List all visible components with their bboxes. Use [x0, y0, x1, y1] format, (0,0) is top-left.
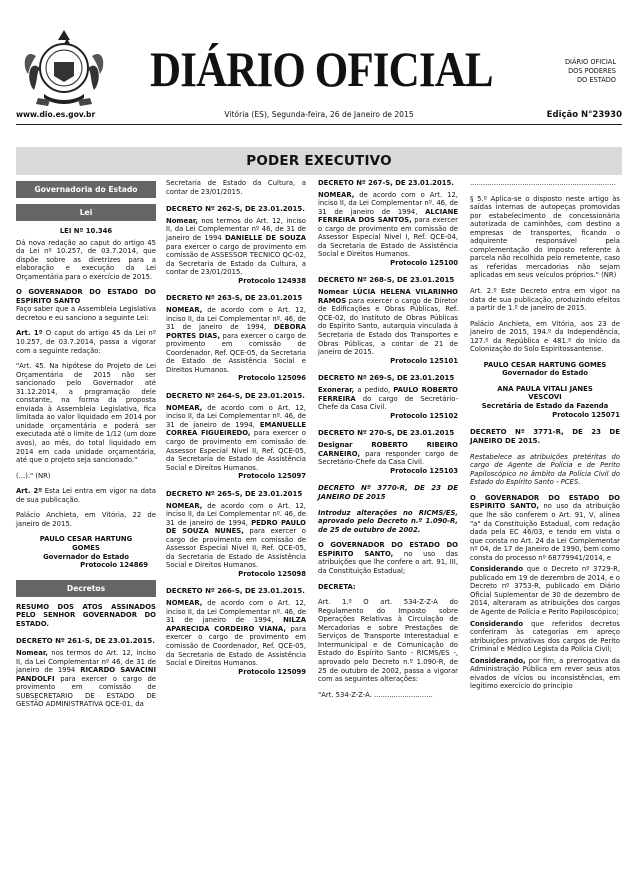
protocol-number: Protocolo 124869: [80, 561, 148, 570]
signature-2-name: ANA PAULA VITALI JANES VESCOVI: [497, 384, 593, 402]
publication-date: Vitória (ES), Segunda-feira, 26 de Janeiro de 2015: [224, 110, 414, 119]
decree-268-title: DECRETO Nº 268-S, DE 23.01.2015: [318, 276, 455, 285]
paragraph-5: § 5.º Aplica-se o disposto neste artigo às saídas internas de autopeças promovidas por estabelecimento de concessionária autorizada de caminhões, com destino a empresas de transportes, ficando o adquirente responsável pela complementação do imposto referente à parcela não recolhida pelo remetente, caso as referidas mercadorias não sejam aplicadas em seus veículos próprios." (NR): [470, 194, 620, 280]
masthead-side-text: DIÁRIO OFICIAL DOS PODERES DO ESTADO: [564, 58, 616, 84]
decree-267-title: DECRETO Nº 267-S, DE 23.01.2015.: [318, 179, 454, 187]
section-banner: PODER EXECUTIVO: [16, 147, 622, 175]
decree-267-text: NOMEAR, de acordo com o Art. 12, inciso II, da Lei Complementar nº. 46, de 31 de janeiro de 1994, ALCIANE FERREIRA DOS SANTOS, para exercer o cargo de provimento em comissão de Assessor Especial Nível I, Ref. QCE-04, da Secretaria de Estado de Assistência Social e Direitos Humanos.: [318, 190, 458, 259]
decree-265-text: NOMEAR, de acordo com o Art. 12, inciso II, da Lei Complementar nº. 46, de 31 de janeiro de 1994, PEDRO PAULO DE SOUZA NUNES, para exercer o cargo de provimento em comissão de Assessor Especial Nível II, Ref. QCE-05, da Secretaria de Estado de Assistência Social e Direitos Humanos.: [166, 501, 306, 570]
decree-3770-art-quote: "Art. 534-Z-Z-A. ...........................: [318, 690, 433, 699]
decree-266-title: DECRETO Nº 266-S, DE 23.01.2015.: [166, 587, 305, 596]
decree-263-title: DECRETO Nº 263-S, DE 23.01.2015: [166, 294, 303, 303]
website-link[interactable]: www.dio.es.gov.br: [16, 110, 96, 119]
decree-263-text: NOMEAR, de acordo com o Art. 12, inciso II, da Lei Complementar nº. 46, de 31 de janeiro de 1994, DÉBORA PORTES DIAS, para exercer o cargo de provimento em comissão de Coordenador, Ref. QCE-05, da Secretaria de Estado de Assistência Social e Direitos Humanos.: [166, 306, 306, 374]
decree-266-text: NOMEAR, de acordo com o Art. 12, inciso II, da Lei Complementar nº. 46, de 31 de janeiro de 1994, NILZA APARECIDA CORDEIRO VIANA, para exercer o cargo de provimento em comissão de Coordenador, Ref. QCE-05, da Secretaria de Estado de Assistência Social e Direitos Humanos.: [166, 599, 306, 668]
column-1: [16, 179, 156, 712]
decree-3771-summary: Restabelece as atribuições pretéritas do cargo de Agente de Polícia e de Perito Papiloscópico no âmbito da Polícia Civil do Estado do Espírito Santo - PCES.: [470, 452, 620, 487]
signature-2-role: Secretária de Estado da Fazenda: [481, 402, 609, 411]
decree-262-title: DECRETO Nº 262-S, DE 23.01.2015.: [166, 205, 305, 214]
decrees-intro: RESUMO DOS ATOS ASSINADOS PELO SENHOR GOVERNADOR DO ESTADO.: [16, 602, 156, 628]
decree-3771-governor: O GOVERNADOR DO ESTADO DO ESPÍRITO SANTO, no uso da atribuição que lhe são conferem o Art. 91, V, alínea "a" da Constituição Estadual, com redação dada pela EC 46/03, e tendo em vista o que consta no Art. 24 da Lei Complementar nº 04, de 17 de Janeiro de 1990, bem como consta do processo nº 68779941/2014, e: [470, 493, 620, 562]
decree-266-protocol: Protocolo 125099: [238, 667, 306, 676]
decree-263-protocol: Protocolo 125096: [238, 374, 306, 383]
state-coat-of-arms-icon: [14, 18, 114, 118]
law-title: LEI Nº 10.346: [59, 227, 113, 235]
decree-3770-title: DECRETO Nº 3770-R, DE 23 DE JANEIRO DE 2015: [318, 484, 458, 501]
decree-262-text: Nomear, nos termos do Art. 12, inciso II, da Lei Complementar nº 46, de 31 de janeiro de 1994 DANIELLE DE SOUZA para exercer o cargo de provimento em comissão de ASSESSOR TECNICO QC-02, da Secretaria de Estado da Cultura, a contar de 23/01/2015.: [166, 216, 306, 277]
decree-3770-art1: Art. 1.º O art. 534-Z-Z-A do Regulamento do Imposto sobre Operações Relativas à Circulação de Mercadorias e sobre Prestações de Serviços de Transporte Interestadual e Intermunicipal e de Comunicação do Estado do Espírito Santo - RICMS/ES -, aprovado pelo Decreto n.º 1.090-R, de 25 de outubro de 2002, passa a vigorar com as seguintes alterações:: [318, 598, 458, 684]
edition-number: Edição N°23930: [546, 110, 622, 120]
column-2: [166, 179, 306, 679]
section-bar-governadoria: Governadoria do Estado: [16, 181, 156, 198]
decree-268-text: Nomear LÚCIA HELENA VILARINHO RAMOS para exercer o cargo de Diretor de Edificações e Obras Públicas, Ref. QCE-02, do Instituto de Obras Públicas do Espírito Santo, autarquia vinculada à Secretaria de Estado dos Transportes e Obras Públicas, a contar de 21 de janeiro de 2015.: [318, 288, 458, 357]
ellipsis-nr: (...)." (NR): [16, 471, 51, 480]
article-45-quote: "Art. 45. Na hipótese do Projeto de Lei Orçamentária de 2015 não ser sancionado pelo Governador até 31.12.2014, a programação dele constante, na forma da proposta enviada à Assembleia Legislativa, fica limitada ao valor liquidado em 2014 por unidade orçamentária e poderá ser executada até o limite de 1/12 (um doze avos), ao mês, do total liquidado em 2014 em cada unidade orçamentária, até que o projeto seja sancionado.": [16, 362, 156, 465]
considerando-2: Considerando que referidos decretos conferiram às categorias em apreço atribuições privativas dos cargos de Perito Criminal e Médico Legista da Polícia Civil;: [470, 619, 620, 654]
decree-262-protocol: Protocolo 124938: [238, 276, 306, 285]
decree-261-text: Nomear, nos termos do Art. 12, inciso II, da Lei Complementar nº 46, de 31 de janeiro de 1994 RICARDO SAVACINI PANDOLFI para exercer o cargo de provimento em comissão de SUBSECRETARIO DE ESTADO DE GESTÃO ADMINISTRATIVA QCE-01, da: [16, 649, 156, 709]
signature-role: Governador do Estado: [43, 552, 129, 561]
dotted-leader: ...................................................................: [470, 179, 616, 187]
section-bar-decretos: Decretos: [16, 580, 156, 597]
considerando-1: Considerando que o Decreto nº 3729-R, publicado em 19 de dezembro de 2014, e o Decreto nº 3753-R, publicado em Diário Oficial Suplementar de 30 de dezembro de 2014, alteraram as atribuições dos cargos de Agente de Polícia e Perito Papiloscópico;: [470, 565, 620, 617]
decree-267-protocol: Protocolo 125100: [390, 258, 458, 267]
decree-270-protocol: Protocolo 125103: [390, 466, 458, 475]
decree-264-text: NOMEAR, de acordo com o Art. 12, inciso II, da Lei Complementar nº. 46, de 31 de janeiro de 1994, EMANUELLE CORREA FIGUEIREDO, para exercer o cargo de provimento em comissão de Assessor Especial Nível II, Ref. QCE-05, da Secretaria de Estado de Assistência Social e Direitos Humanos.: [166, 403, 306, 472]
place-date: Palácio Anchieta, em Vitória, 22 de janeiro de 2015.: [16, 511, 156, 528]
law-summary: Dá nova redação ao caput do artigo 45 da Lei nº 10.257, de 03.7.2014, que dispõe sobre as diretrizes para a elaboração e execução da Lei Orçamentária para o exercício de 2015.: [16, 238, 156, 281]
column-4: [470, 179, 620, 694]
masthead-title: DIÁRIO OFICIAL: [150, 41, 493, 97]
signature-name: PAULO CESAR HARTUNG GOMES: [39, 535, 133, 552]
decree-265-protocol: Protocolo 125098: [238, 569, 306, 578]
column-3: [318, 179, 458, 702]
article-2: Art. 2º Esta Lei entra em vigor na data de sua publicação.: [16, 487, 156, 504]
decree-261-title: DECRETO Nº 261-S, DE 23.01.2015.: [16, 637, 155, 646]
continued-text: Secretaria de Estado da Cultura, a contar de 23/01/2015.: [166, 179, 306, 196]
decree-269-protocol: Protocolo 125102: [390, 411, 458, 420]
decree-264-title: DECRETO Nº 264-S, DE 23.01.2015.: [166, 391, 305, 400]
decree-3771-title: DECRETO Nº 3771-R, DE 23 DE JANEIRO DE 2015.: [470, 428, 620, 445]
decree-270-text: Designar ROBERTO RIBEIRO CARNEIRO, para responder cargo de Secretário-Chefe da Casa Civil.: [318, 440, 458, 467]
dateline: [16, 110, 622, 125]
governor-intro: O GOVERNADOR DO ESTADO DO ESPÍRITO SANTO: [16, 288, 156, 305]
decree-270-title: DECRETO Nº 270-S, DE 23.01.2015: [318, 429, 455, 438]
section-bar-lei: Lei: [16, 204, 156, 221]
protocol-125071: Protocolo 125071: [552, 410, 620, 419]
article-1: Art. 1º O caput do artigo 45 da Lei nº 10.257, de 03.7.2014, passa a vigorar com a seguinte redação:: [16, 329, 156, 355]
signature-1-role: Governador do Estado: [502, 369, 588, 378]
decree-3770-governor: O GOVERNADOR DO ESTADO DO ESPÍRITO SANTO, no uso das atribuições que lhe confere o art. 91, III, da Constituição Estadual;: [318, 541, 458, 576]
decree-3770-art2: Art. 2.º Este Decreto entra em vigor na data de sua publicação, produzindo efeitos a partir de 1.º de janeiro de 2015.: [470, 287, 620, 313]
considerando-3: Considerando, por fim, a prerrogativa da Administração Pública em rever seus atos eivados de vícios ou inconsistências, em legítimo exercício do princípio: [470, 656, 620, 691]
place-date-2: Palácio Anchieta, em Vitória, aos 23 de janeiro de 2015, 194.º da Independência, 127.º da República e 481.º do Início da Colonização do Solo Espiritossantense.: [470, 319, 620, 354]
decree-265-title: DECRETO Nº 265-S, DE 23.01.2015: [166, 489, 303, 498]
signature-1-name: PAULO CESAR HARTUNG GOMES: [483, 360, 607, 369]
decree-269-text: Exonerar, a pedido, PAULO ROBERTO FERREIRA do cargo de Secretário-Chefe da Casa Civil.: [318, 385, 458, 412]
governor-text: Faço saber que a Assembleia Legislativa decretou e eu sanciono a seguinte Lei:: [16, 305, 156, 322]
decree-269-title: DECRETO Nº 269-S, DE 23.01.2015: [318, 374, 455, 383]
decree-268-protocol: Protocolo 125101: [390, 356, 458, 365]
decreta-label: DECRETA:: [318, 582, 356, 591]
decree-264-protocol: Protocolo 125097: [238, 472, 306, 481]
decree-3770-summary: Introduz alterações no RICMS/ES, aprovado pelo Decreto n.º 1.090-R, de 25 de outubro de 2002.: [318, 508, 458, 534]
